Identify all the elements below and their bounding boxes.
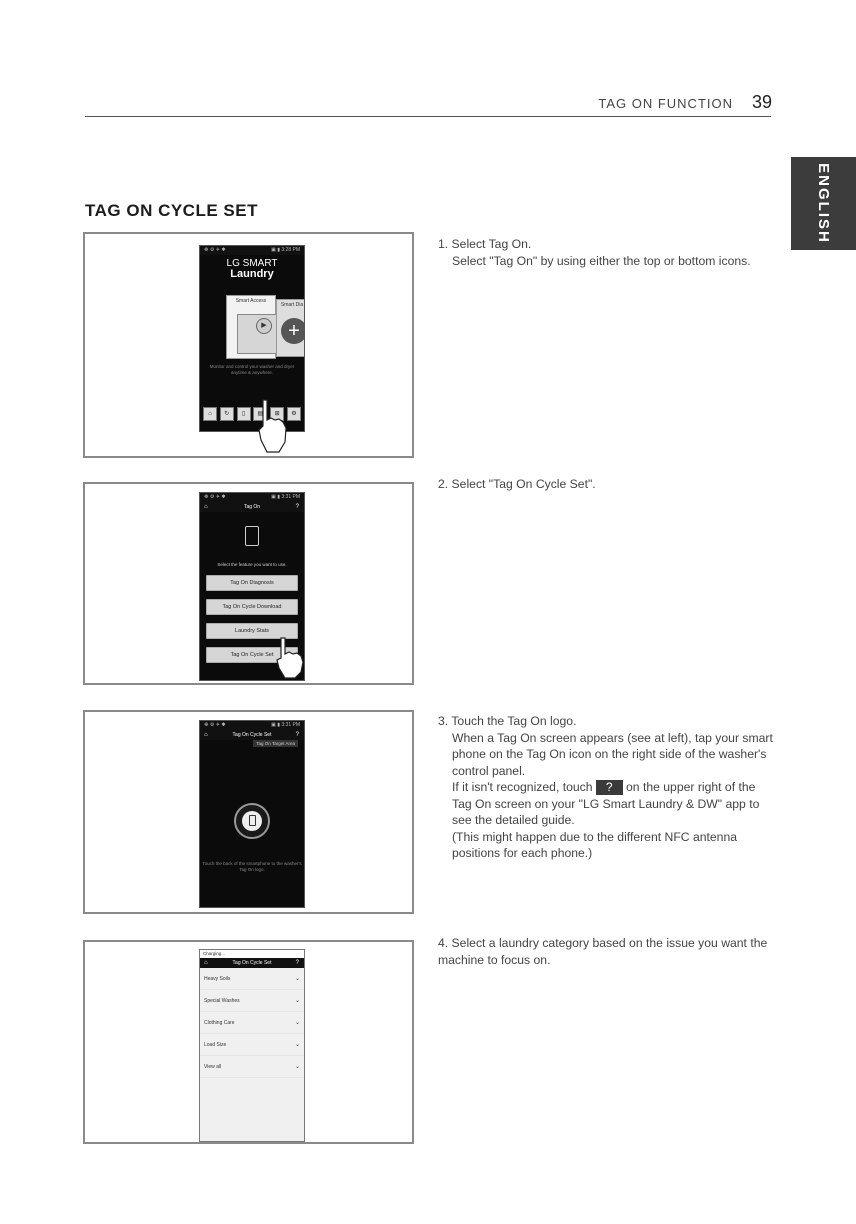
pointing-hand-icon bbox=[275, 636, 307, 680]
step-4 bbox=[438, 935, 778, 968]
smart-diagnosis-card[interactable]: Smart Dia + bbox=[276, 299, 305, 357]
chevron-down-icon: ⌄ bbox=[294, 1020, 300, 1026]
home-icon[interactable]: ⌂ bbox=[204, 504, 208, 510]
refresh-icon[interactable]: ↻ bbox=[220, 407, 234, 421]
screenshot-frame-1 bbox=[83, 232, 414, 458]
help-icon[interactable]: ? bbox=[295, 732, 299, 738]
laundry-stats-button[interactable]: Laundry Stats bbox=[206, 623, 298, 639]
page-number: 39 bbox=[751, 92, 772, 112]
status-bar: Charging... bbox=[200, 950, 304, 958]
title-bar: ⌂ Tag On Cycle Set ? bbox=[200, 730, 304, 740]
home-icon[interactable]: ⌂ bbox=[204, 960, 208, 966]
category-load-size[interactable]: Load Size ⌄ bbox=[200, 1034, 304, 1056]
title-bar: ⌂ Tag On ? bbox=[200, 502, 304, 512]
screenshot-frame-4 bbox=[83, 940, 414, 1144]
grid-icon[interactable]: ⊞ bbox=[270, 407, 284, 421]
help-icon[interactable]: ? bbox=[295, 504, 299, 510]
tag-on-target-area-label: Tag On Target Area bbox=[253, 740, 298, 747]
category-heavy-soils[interactable]: Heavy Soils ⌄ bbox=[200, 968, 304, 990]
running-head: TAG ON FUNCTION bbox=[598, 96, 733, 111]
home-icon[interactable]: ⌂ bbox=[203, 407, 217, 421]
settings-icon[interactable]: ⚙ bbox=[287, 407, 301, 421]
step-3 bbox=[438, 713, 778, 862]
tag-on-cycle-set-button[interactable]: Tag On Cycle Set bbox=[206, 647, 298, 663]
tag-instruction-text: Touch the back of the smartphone to the washer's Tag On logo. bbox=[202, 861, 302, 872]
status-bar: ☸ ⚙ ✈ ✱ ▣ ▮ 3:28 PM bbox=[200, 246, 304, 255]
tag-on-logo-icon[interactable] bbox=[234, 803, 270, 839]
phone-screen-cycle-categories bbox=[199, 949, 305, 1142]
chevron-down-icon: ⌄ bbox=[294, 1064, 300, 1070]
chevron-down-icon: ⌄ bbox=[294, 998, 300, 1004]
app-title: LG SMART Laundry bbox=[226, 258, 278, 280]
tag-on-cycle-download-button[interactable]: Tag On Cycle Download bbox=[206, 599, 298, 615]
pointing-hand-icon bbox=[257, 398, 291, 454]
help-question-icon: ? bbox=[596, 780, 623, 795]
chevron-down-icon: ⌄ bbox=[294, 976, 300, 982]
step-3-line1: When a Tag On screen appears (see at left), tap your smart phone on the Tag On icon on the right side of the washer's control panel. bbox=[452, 730, 773, 778]
phone-screen-tag-on-cycle-set bbox=[199, 720, 305, 908]
status-bar: ☸ ⚙ ✈ ✱ ▣ ▮ 3:31 PM bbox=[200, 721, 304, 730]
step-3-line2: If it isn't recognized, touch ? on the upper right of the Tag On screen on your "LG Smart Laundry & DW" app to see the detailed guide. bbox=[452, 780, 760, 827]
tag-phone-icon bbox=[245, 526, 259, 546]
app-description: Monitor and control your washer and dryer anytime & anywhere. bbox=[209, 364, 295, 375]
tag-on-diagnosis-button[interactable]: Tag On Diagnosis bbox=[206, 575, 298, 591]
step-1 bbox=[438, 236, 778, 269]
header-rule bbox=[85, 116, 771, 117]
step-3-line3: (This might happen due to the different NFC antenna positions for each phone.) bbox=[452, 829, 738, 860]
language-tab bbox=[791, 157, 856, 250]
screenshot-frame-3 bbox=[83, 710, 414, 914]
home-icon[interactable]: ⌂ bbox=[204, 732, 208, 738]
instruction-text: Select the feature you want to use. bbox=[217, 562, 287, 567]
screenshot-frame-2 bbox=[83, 482, 414, 685]
category-special-washes[interactable]: Special Washes ⌄ bbox=[200, 990, 304, 1012]
step-2-title: 2. Select "Tag On Cycle Set". bbox=[438, 477, 596, 491]
tag-on-menu-icon[interactable]: ▤ bbox=[253, 407, 267, 421]
title-bar: ⌂ Tag On Cycle Set ? bbox=[200, 958, 304, 968]
chevron-down-icon: ⌄ bbox=[294, 1042, 300, 1048]
tag-on-icon: ▶ bbox=[256, 318, 272, 334]
category-view-all[interactable]: View all ⌄ bbox=[200, 1056, 304, 1078]
help-icon[interactable]: ? bbox=[295, 960, 299, 966]
section-title: TAG ON CYCLE SET bbox=[85, 201, 258, 220]
smart-access-card[interactable]: Smart Access ▶ bbox=[226, 295, 276, 359]
plus-icon: + bbox=[281, 318, 305, 344]
category-clothing-care[interactable]: Clothing Care ⌄ bbox=[200, 1012, 304, 1034]
step-1-text: Select "Tag On" by using either the top or bottom icons. bbox=[452, 253, 751, 268]
step-4-title: 4. Select a laundry category based on the issue you want the machine to focus on. bbox=[438, 936, 768, 967]
language-tab-label: ENGLISH bbox=[815, 163, 832, 244]
step-2 bbox=[438, 476, 778, 493]
status-bar: ☸ ⚙ ✈ ✱ ▣ ▮ 3:31 PM bbox=[200, 493, 304, 502]
step-3-title: 3. Touch the Tag On logo. bbox=[438, 714, 577, 728]
book-icon[interactable]: ▯ bbox=[237, 407, 251, 421]
step-1-title: 1. Select Tag On. bbox=[438, 237, 532, 251]
